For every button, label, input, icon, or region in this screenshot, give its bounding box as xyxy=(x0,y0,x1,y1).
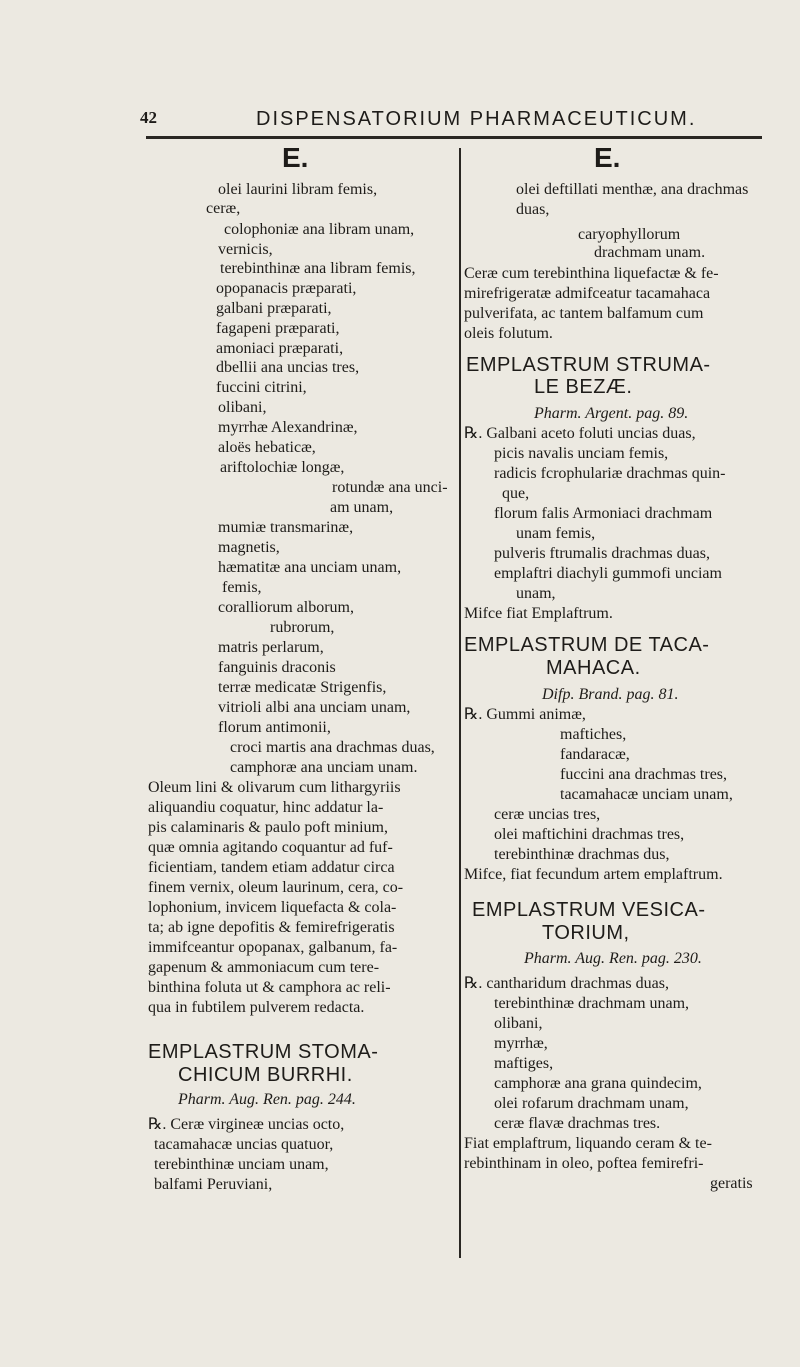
right-column-line: Pharm. Argent. pag. 89. xyxy=(534,405,689,422)
right-column-line: olibani, xyxy=(494,1015,543,1032)
right-column-line: fuccini ana drachmas tres, xyxy=(560,766,728,783)
right-column-line: ceræ uncias tres, xyxy=(494,806,601,823)
right-column-line: Fiat emplaftrum, liquando ceram & te- xyxy=(464,1135,712,1152)
left-column-line: pis calaminaris & paulo poft minium, xyxy=(148,819,388,836)
right-column-line: Mifce, fiat fecundum artem emplaftrum. xyxy=(464,866,723,883)
right-column-line: tacamahacæ unciam unam, xyxy=(560,786,733,803)
page-number: 42 xyxy=(140,108,157,127)
right-column-line: olei maftichini drachmas tres, xyxy=(494,826,685,843)
left-column-line: opopanacis præparati, xyxy=(216,280,357,297)
left-column-line: aloës hebaticæ, xyxy=(218,439,316,456)
right-column-line: myrrhæ, xyxy=(494,1035,548,1052)
header-rule xyxy=(146,136,762,139)
right-column-line: maftiches, xyxy=(560,726,627,743)
right-column-line: camphoræ ana grana quindecim, xyxy=(494,1075,702,1092)
right-column-line: ℞. Galbani aceto foluti uncias duas, xyxy=(464,425,696,442)
left-column-line: immifceantur opopanax, galbanum, fa- xyxy=(148,939,398,956)
left-column-line: finem vernix, oleum laurinum, cera, co- xyxy=(148,879,404,896)
left-column-line: hæmatitæ ana unciam unam, xyxy=(218,559,402,576)
right-column-line: radicis fcrophulariæ drachmas quin- xyxy=(494,465,726,482)
left-column-line: rubrorum, xyxy=(270,619,335,636)
right-column-line: terebinthinæ drachmam unam, xyxy=(494,995,690,1012)
right-column-line: MAHACA. xyxy=(546,657,641,679)
left-column-line: Pharm. Aug. Ren. pag. 244. xyxy=(178,1091,356,1108)
left-column-line: terebinthinæ ana libram femis, xyxy=(220,260,416,277)
right-column-line: duas, xyxy=(516,201,550,218)
left-column-line: terebinthinæ unciam unam, xyxy=(154,1156,329,1173)
right-column-line: picis navalis unciam femis, xyxy=(494,445,669,462)
right-column-line: fandaracæ, xyxy=(560,746,630,763)
left-column-line: olibani, xyxy=(218,399,267,416)
right-column-line: olei deftillati menthæ, ana drachmas xyxy=(516,181,749,198)
left-column-line: matris perlarum, xyxy=(218,639,324,656)
right-column-line: caryophyllorum xyxy=(578,226,681,243)
right-column-line: pulverifata, ac tantem balfamum cum xyxy=(464,305,704,322)
right-column-line: geratis xyxy=(710,1175,753,1192)
left-column-line: fanguinis draconis xyxy=(218,659,336,676)
left-column-line: dbellii ana uncias tres, xyxy=(216,359,360,376)
right-column-line: mirefrigeratæ admifceatur tacamahaca xyxy=(464,285,711,302)
right-column-line: maftiges, xyxy=(494,1055,554,1072)
left-column-line: rotundæ ana unci- xyxy=(332,479,448,496)
left-column-line: croci martis ana drachmas duas, xyxy=(230,739,435,756)
left-column-line: aliquandiu coquatur, hinc addatur la- xyxy=(148,799,384,816)
right-column-line: unam femis, xyxy=(516,525,596,542)
right-column-line: Mifce fiat Emplaftrum. xyxy=(464,605,613,622)
left-column-line: ta; ab igne depofitis & femirefrigeratis xyxy=(148,919,395,936)
left-column-line: binthina foluta ut & camphora ac reli- xyxy=(148,979,391,996)
left-column-line: camphoræ ana unciam unam. xyxy=(230,759,418,776)
right-column-line: Pharm. Aug. Ren. pag. 230. xyxy=(524,950,702,967)
right-column-line: pulveris ftrumalis drachmas duas, xyxy=(494,545,710,562)
left-column-line: EMPLASTRUM STOMA- xyxy=(148,1041,379,1063)
left-column-line: CHICUM BURRHI. xyxy=(178,1064,353,1086)
left-section-letter: E. xyxy=(282,142,309,173)
left-column-line: colophoniæ ana libram unam, xyxy=(224,221,415,238)
column-divider xyxy=(459,148,461,1258)
left-column-line: myrrhæ Alexandrinæ, xyxy=(218,419,358,436)
left-column-line: coralliorum alborum, xyxy=(218,599,354,616)
right-column-line: EMPLASTRUM STRUMA- xyxy=(466,354,711,376)
page-header xyxy=(140,108,760,132)
left-column-line: galbani præparati, xyxy=(216,300,332,317)
right-column-line: florum falis Armoniaci drachmam xyxy=(494,505,713,522)
right-column-line: ℞. Gummi animæ, xyxy=(464,706,586,723)
left-column-line: lophonium, invicem liquefacta & cola- xyxy=(148,899,397,916)
left-column-line: florum antimonii, xyxy=(218,719,331,736)
left-column-line: fagapeni præparati, xyxy=(216,320,340,337)
left-column-line: mumiæ transmarinæ, xyxy=(218,519,354,536)
left-column-line: quæ omnia agitando coquantur ad fuf- xyxy=(148,839,393,856)
left-column-line: gapenum & ammoniacum cum tere- xyxy=(148,959,380,976)
left-column-line: amoniaci præparati, xyxy=(216,340,344,357)
right-column-line: ceræ flavæ drachmas tres. xyxy=(494,1115,661,1132)
right-section-letter: E. xyxy=(594,142,621,173)
left-column-line: fuccini citrini, xyxy=(216,379,307,396)
left-column-line: Oleum lini & olivarum cum lithargyriis xyxy=(148,779,401,796)
right-column-line: EMPLASTRUM DE TACA- xyxy=(464,634,710,656)
right-column-line: Ceræ cum terebinthina liquefactæ & fe- xyxy=(464,265,719,282)
right-column-line: EMPLASTRUM VESICA- xyxy=(472,899,706,921)
left-column-line: ficientiam, tandem etiam addatur circa xyxy=(148,859,395,876)
left-column-line: femis, xyxy=(222,579,262,596)
left-column-line: olei laurini libram femis, xyxy=(218,181,378,198)
left-column-line: magnetis, xyxy=(218,539,280,556)
left-column-line: vitrioli albi ana unciam unam, xyxy=(218,699,411,716)
left-column-line: balfami Peruviani, xyxy=(154,1176,273,1193)
running-title: DISPENSATORIUM PHARMACEUTICUM. xyxy=(256,108,697,130)
right-column-line: que, xyxy=(502,485,530,502)
right-column-line: drachmam unam. xyxy=(594,244,706,261)
right-column-line: emplaftri diachyli gummofi unciam xyxy=(494,565,722,582)
left-column-line: ℞. Ceræ virgineæ uncias octo, xyxy=(148,1116,345,1133)
left-column-line: qua in fubtilem pulverem redacta. xyxy=(148,999,365,1016)
right-column-line: oleis folutum. xyxy=(464,325,553,342)
right-column-line: LE BEZÆ. xyxy=(534,376,633,398)
right-column-line: TORIUM, xyxy=(542,922,630,944)
left-column-line: ariftolochiæ longæ, xyxy=(220,459,345,476)
right-column-line: Difp. Brand. pag. 81. xyxy=(542,686,679,703)
left-column-line: am unam, xyxy=(330,499,394,516)
right-column-line: terebinthinæ drachmas dus, xyxy=(494,846,670,863)
left-column-line: terræ medicatæ Strigenfis, xyxy=(218,679,387,696)
right-column-line: rebinthinam in oleo, poftea femirefri- xyxy=(464,1155,704,1172)
left-column-line: ceræ, xyxy=(206,200,241,217)
right-column-line: olei rofarum drachmam unam, xyxy=(494,1095,689,1112)
right-column-line: unam, xyxy=(516,585,556,602)
left-column-line: tacamahacæ uncias quatuor, xyxy=(154,1136,334,1153)
right-column-line: ℞. cantharidum drachmas duas, xyxy=(464,975,669,992)
left-column-line: vernicis, xyxy=(218,241,273,258)
